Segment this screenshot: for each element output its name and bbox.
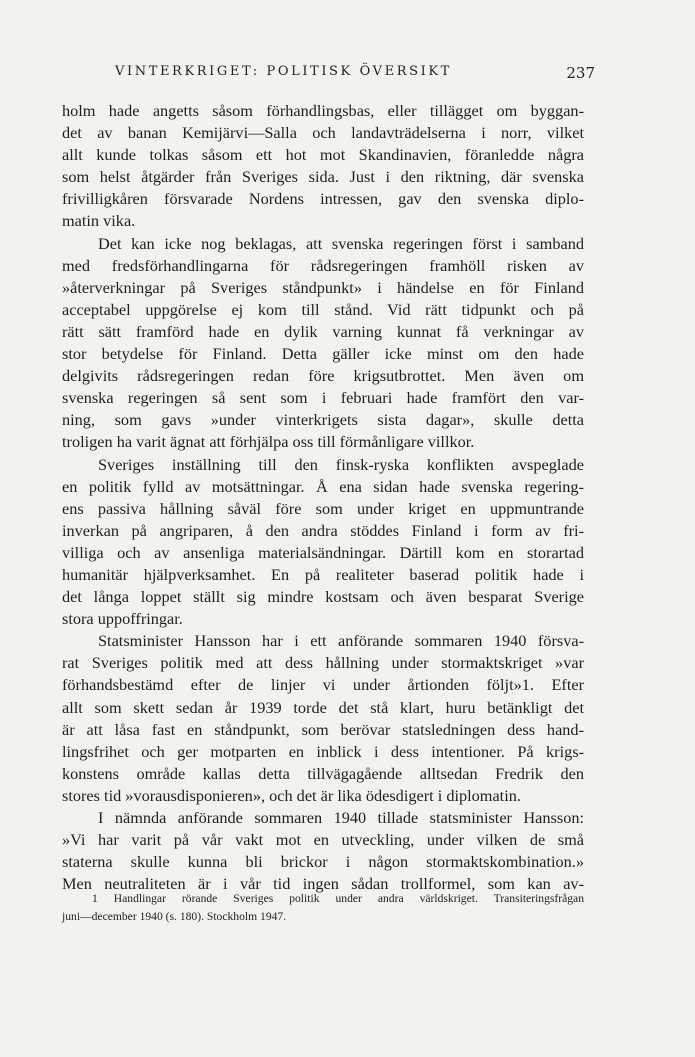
text-line: som helst åtgärder från Sveriges sida. Just i den riktning, där svenska xyxy=(62,167,584,187)
footnote-line: juni—december 1940 (s. 180). Stockholm 1947. xyxy=(62,910,287,923)
page-header xyxy=(115,64,595,84)
page-number: 237 xyxy=(566,64,595,82)
text-line: Det kan icke nog beklagas, att svenska regeringen först i samband xyxy=(98,233,584,253)
text-line: troligen ha varit ägnat att förhjälpa oss till förmånligare villkor. xyxy=(62,432,475,452)
text-line: Men neutraliteten är i vår tid ingen sådan trollformel, som kan av- xyxy=(62,874,584,894)
text-line: rätt sätt framförd hade en dylik varning kunnat få verkningar av xyxy=(62,321,584,341)
footnote xyxy=(62,890,584,926)
text-line: det långa loppet ställt sig mindre kostsam och även besparat Sverige xyxy=(62,587,584,607)
text-line: det av banan Kemijärvi—Salla och landavträdelserna i norr, vilket xyxy=(62,123,584,143)
text-line: allt kunde tolkas såsom ett hot mot Skandinavien, föranledde några xyxy=(62,145,584,165)
text-line: Sveriges inställning till den finsk-ryska konflikten avspeglade xyxy=(98,454,584,474)
text-line: stora uppoffringar. xyxy=(62,609,183,629)
text-line: ning, som gavs »under vinterkrigets sista dagar», skulle detta xyxy=(62,410,584,430)
text-line: stor betydelse för Finland. Detta gäller icke minst om den hade xyxy=(62,344,584,364)
text-line: Statsminister Hansson har i ett anförande sommaren 1940 försva- xyxy=(98,631,584,651)
text-line: humanitär hjälpverksamhet. En på realiteter baserad politik hade i xyxy=(62,564,584,584)
text-line: allt som skett sedan år 1939 torde det stå klart, huru betänkligt det xyxy=(62,697,584,717)
text-line: »Vi har varit på vår vakt mot en utveckling, under vilken de små xyxy=(62,830,584,850)
body-text xyxy=(62,100,584,895)
text-line: acceptabel uppgörelse ej kom till stånd. Vid rätt tidpunkt och på xyxy=(62,299,584,319)
text-line: stores tid »vorausdisponieren», och det är lika ödesdigert i diplomatin. xyxy=(62,785,521,805)
text-line: staterna skulle kunna bli brickor i någon stormaktskombination.» xyxy=(62,852,584,872)
text-line: delgivits rådsregeringen redan före krigsutbrottet. Men även om xyxy=(62,366,584,386)
running-title: VINTERKRIGET: POLITISK ÖVERSIKT xyxy=(115,64,452,79)
text-line: »återverkningar på Sveriges ståndpunkt» i händelse en för Finland xyxy=(62,277,584,297)
text-line: holm hade angetts såsom förhandlingsbas, eller tillägget om byggan- xyxy=(62,101,584,120)
text-line: förhandsbestämd efter de linjer vi under årtionden följt»1. Efter xyxy=(62,675,584,695)
text-line: en politik fylld av motsättningar. Å ena sidan hade svenska regering- xyxy=(62,476,584,496)
text-line: är att låsa fast en ståndpunkt, som berövar statsledningen dess hand- xyxy=(62,719,584,739)
text-line: ens passiva hållning såväl före som under kriget en uppmuntrande xyxy=(62,498,584,518)
text-line: frivilligkåren försvarade Nordens intressen, gav den svenska diplo- xyxy=(62,189,584,209)
text-line: matin vika. xyxy=(62,211,136,231)
text-line: I nämnda anförande sommaren 1940 tillade statsminister Hansson: xyxy=(98,808,584,827)
text-line: svenska regeringen så sent som i februari hade framfört den var- xyxy=(62,388,584,408)
text-line: konstens område kallas detta tillvägagående alltsedan Fredrik den xyxy=(62,763,584,783)
text-line: inverkan på angriparen, å den andra stöddes Finland i form av fri- xyxy=(62,520,584,540)
text-line: med fredsförhandlingarna för rådsregeringen framhöll risken av xyxy=(62,255,584,275)
text-line: rat Sveriges politik med att dess hållning under stormaktskriget »var xyxy=(62,653,584,673)
text-line: lingsfrihet och ger motparten en inblick i dess intentioner. På krigs- xyxy=(62,741,584,761)
text-line: villiga och av ansenliga materialsändningar. Därtill kom en storartad xyxy=(62,542,584,562)
footnote-line: 1 Handlingar rörande Sveriges politik under andra världskriget. Transiteringsfrågan xyxy=(92,892,584,905)
